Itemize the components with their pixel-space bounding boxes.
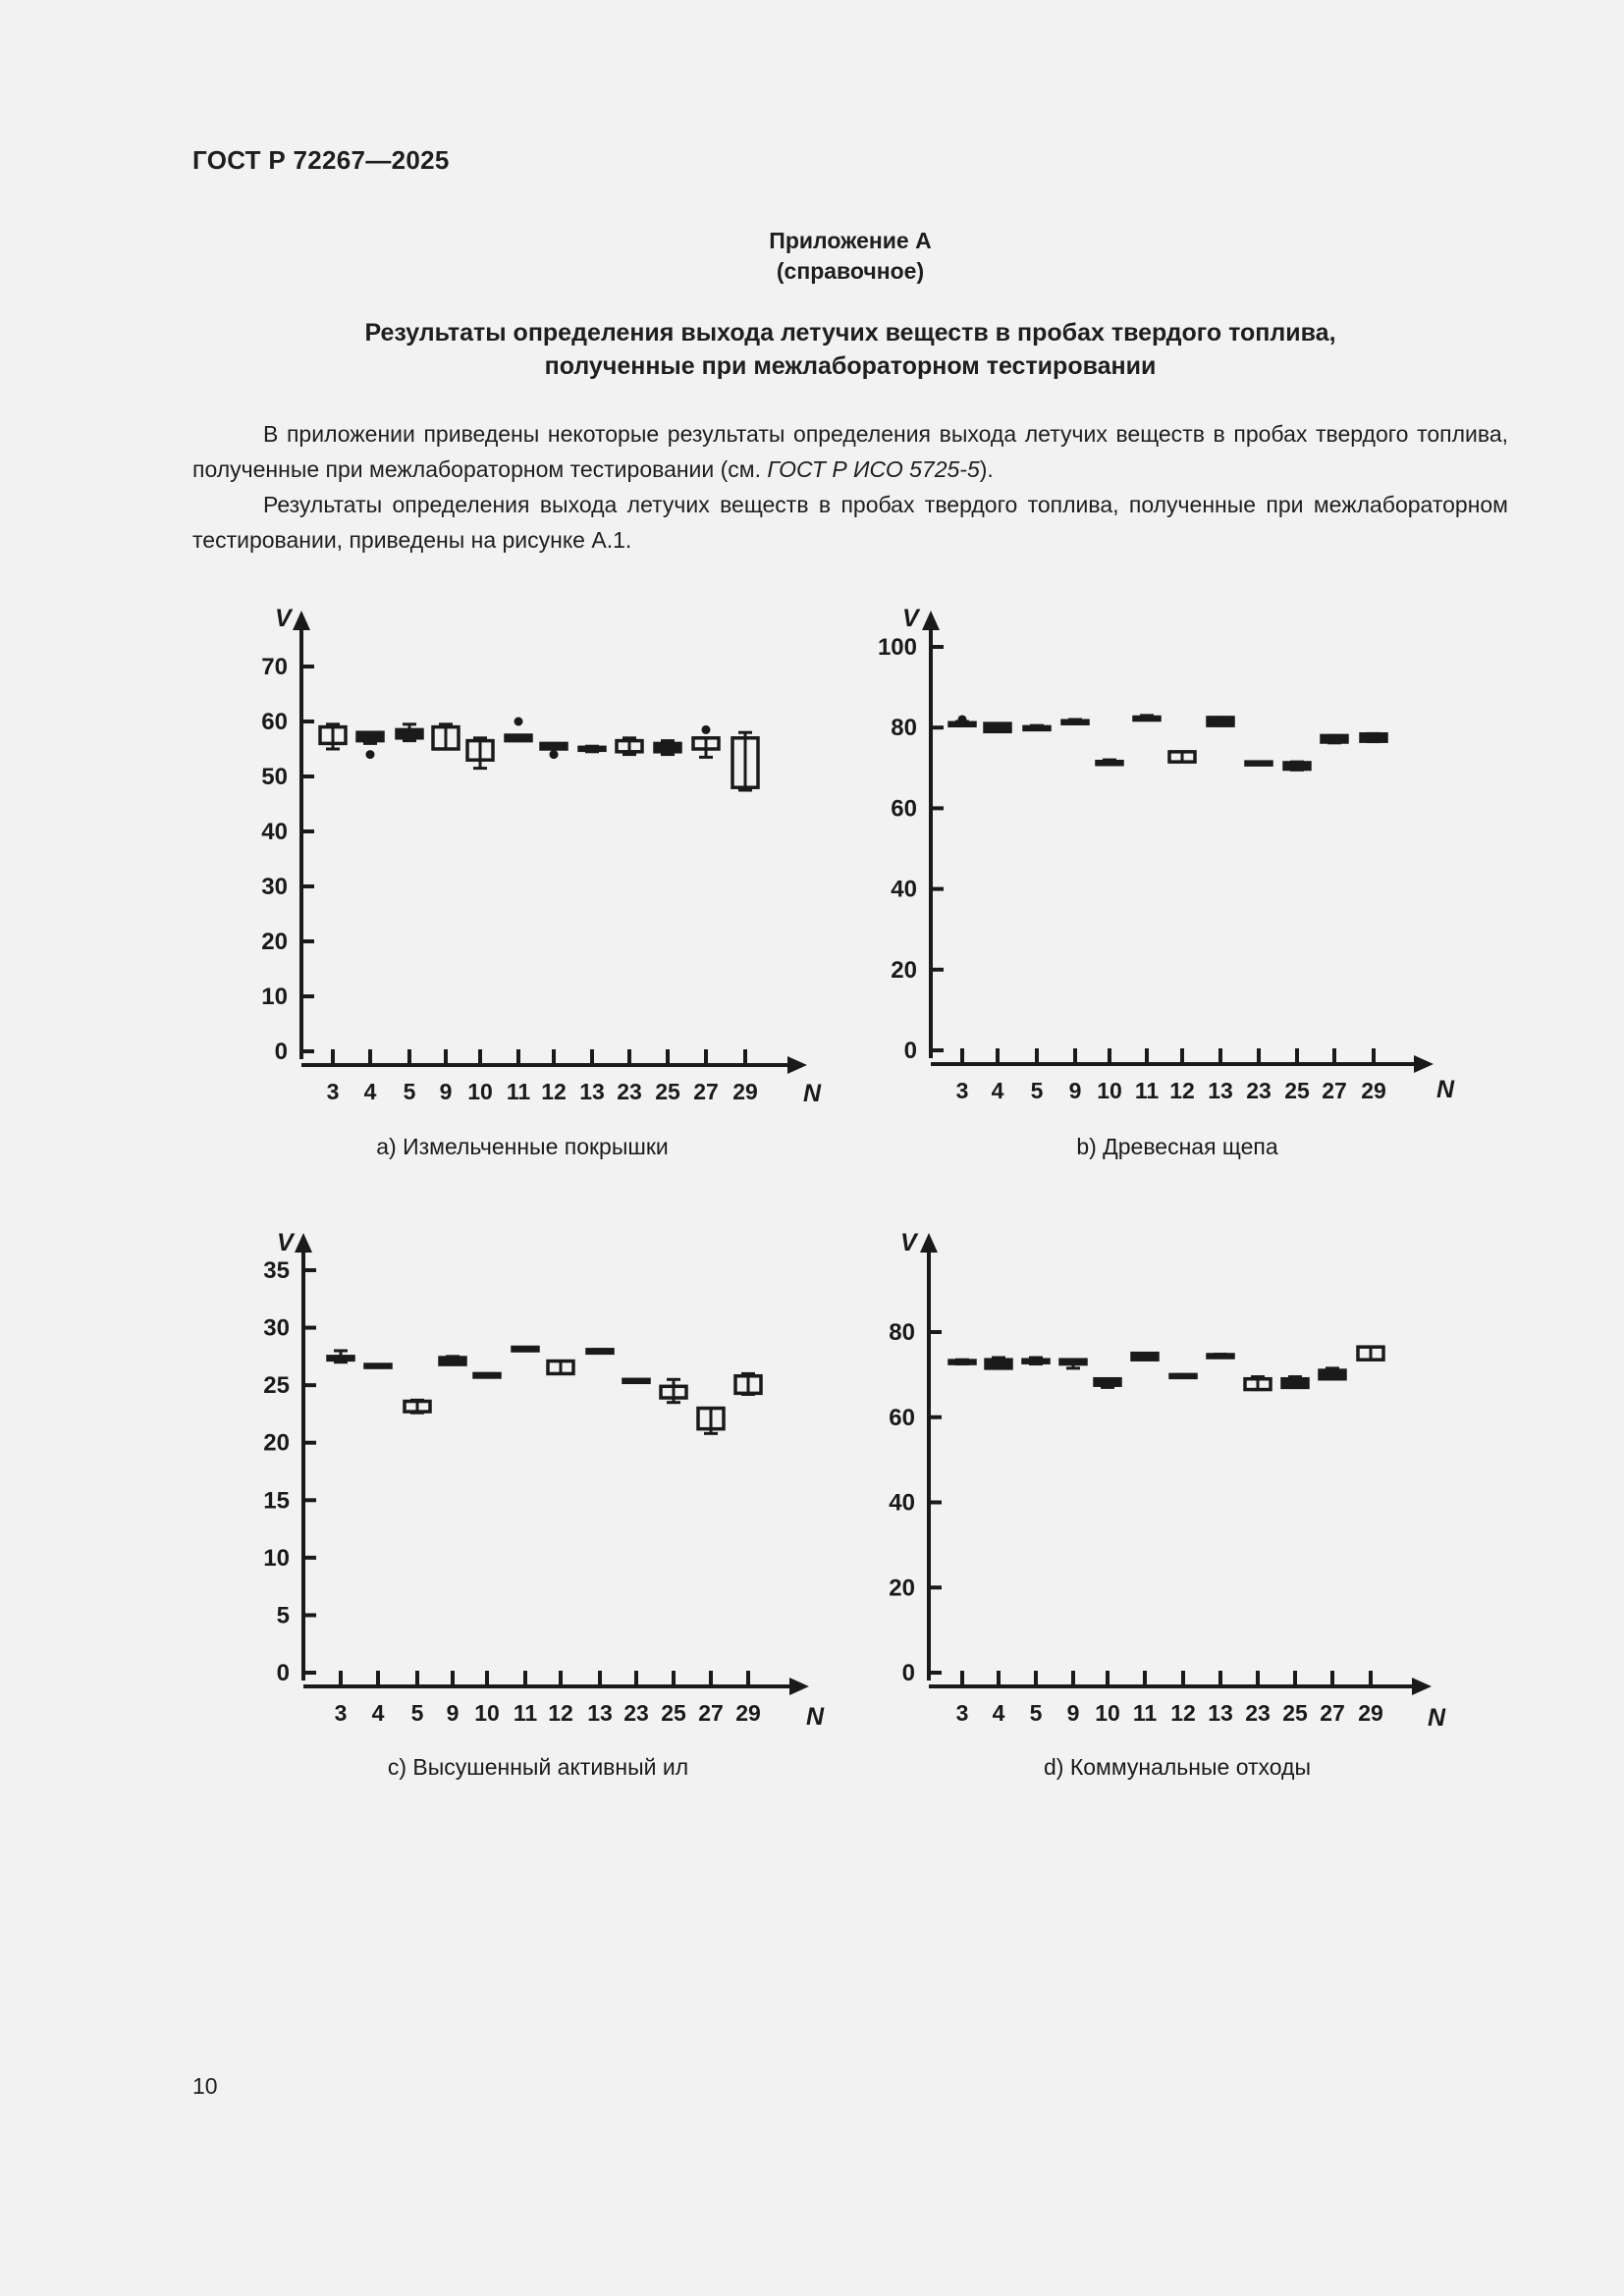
x-tick-label: 27 xyxy=(698,1700,724,1726)
figure-reference-paragraph: Результаты определения выхода летучих веществ в пробах твердого топлива, полученные при межлабораторном тестировании, приведены на рисунке А.1. xyxy=(192,492,1508,553)
y-tick-label: 50 xyxy=(261,764,288,790)
box-category-27 xyxy=(1322,735,1347,742)
y-tick-label: 60 xyxy=(891,795,917,823)
y-axis-arrow xyxy=(293,611,310,630)
y-axis-arrow xyxy=(920,1233,938,1253)
y-tick-label: 10 xyxy=(263,1544,290,1572)
x-tick-label: 10 xyxy=(1097,1078,1122,1103)
chart-panel-a xyxy=(293,611,807,1074)
x-tick-label: 13 xyxy=(579,1079,605,1104)
y-tick-label: 0 xyxy=(901,1660,915,1686)
x-tick-label: 11 xyxy=(1132,1700,1158,1726)
y-tick-label: 5 xyxy=(276,1602,290,1629)
x-tick-label: 27 xyxy=(1322,1078,1347,1103)
x-tick-label: 23 xyxy=(1245,1700,1271,1726)
y-tick-label: 40 xyxy=(891,876,917,903)
box-category-13 xyxy=(1208,1355,1233,1358)
x-axis-arrow xyxy=(1412,1678,1432,1695)
box-category-10 xyxy=(474,1373,500,1377)
x-tick-label: 25 xyxy=(1284,1078,1310,1103)
x-axis-label: N xyxy=(806,1703,825,1731)
x-axis-arrow xyxy=(789,1678,809,1695)
box-category-5 xyxy=(1024,726,1050,729)
x-tick-label: 9 xyxy=(1066,1700,1080,1726)
x-tick-label: 5 xyxy=(403,1079,416,1104)
chart-caption: a) Измельченные покрышки xyxy=(376,1134,669,1159)
x-tick-label: 5 xyxy=(1030,1078,1044,1103)
outlier-point xyxy=(958,715,967,723)
box-category-13 xyxy=(1208,718,1233,725)
x-tick-label: 3 xyxy=(326,1079,340,1104)
x-tick-label: 9 xyxy=(446,1700,460,1726)
box-category-4 xyxy=(985,723,1010,731)
y-axis-arrow xyxy=(922,611,940,630)
x-tick-label: 25 xyxy=(1282,1700,1308,1726)
y-tick-label: 35 xyxy=(263,1257,290,1284)
chart-panel-c xyxy=(295,1233,809,1695)
y-tick-label: 20 xyxy=(261,929,288,955)
y-tick-label: 100 xyxy=(877,634,917,661)
chart-caption: d) Коммунальные отходы xyxy=(1043,1754,1312,1780)
y-tick-label: 80 xyxy=(891,715,917,742)
box-category-12 xyxy=(1170,1374,1196,1377)
y-tick-label: 25 xyxy=(263,1372,290,1400)
x-tick-label: 13 xyxy=(1208,1700,1233,1726)
y-tick-label: 0 xyxy=(276,1660,290,1686)
box-category-4 xyxy=(365,1364,391,1367)
y-tick-label: 30 xyxy=(261,874,288,900)
box-category-9 xyxy=(1062,721,1088,723)
y-tick-label: 40 xyxy=(261,819,288,845)
x-tick-label: 3 xyxy=(955,1700,969,1726)
box-category-27 xyxy=(1320,1370,1345,1379)
x-axis-arrow xyxy=(787,1056,807,1074)
box-category-23 xyxy=(1246,762,1272,765)
x-tick-label: 25 xyxy=(661,1700,686,1726)
box-category-25 xyxy=(655,743,680,751)
box-category-25 xyxy=(1284,763,1310,770)
chart-panel-b xyxy=(922,611,1434,1073)
y-tick-label: 70 xyxy=(261,654,288,680)
x-tick-label: 4 xyxy=(991,1078,1004,1103)
annex-subtitle: (справочное) xyxy=(776,258,925,284)
intro-text-end: ). xyxy=(979,456,994,482)
standard-reference: ГОСТ Р ИСО 5725-5 xyxy=(767,456,980,482)
y-tick-label: 20 xyxy=(263,1429,290,1457)
x-tick-label: 23 xyxy=(623,1700,649,1726)
x-tick-label: 11 xyxy=(1134,1078,1160,1103)
y-tick-label: 0 xyxy=(274,1039,288,1065)
box-category-11 xyxy=(1134,718,1160,721)
box-category-11 xyxy=(1132,1354,1158,1361)
box-category-29 xyxy=(1361,734,1386,741)
x-tick-label: 23 xyxy=(617,1079,642,1104)
x-tick-label: 4 xyxy=(371,1700,385,1726)
box-category-23 xyxy=(623,1379,649,1382)
chart-caption: b) Древесная щепа xyxy=(1076,1134,1278,1159)
x-tick-label: 4 xyxy=(992,1700,1005,1726)
x-tick-label: 10 xyxy=(1095,1700,1120,1726)
x-tick-label: 5 xyxy=(410,1700,424,1726)
x-tick-label: 4 xyxy=(363,1079,377,1104)
x-tick-label: 29 xyxy=(1358,1700,1383,1726)
box-category-3 xyxy=(949,1361,975,1363)
x-axis-arrow xyxy=(1414,1055,1434,1073)
results-title-line-1: Результаты определения выхода летучих веществ в пробах твердого топлива, xyxy=(364,319,1336,347)
box-category-9 xyxy=(440,1358,465,1364)
y-axis-arrow xyxy=(295,1233,312,1253)
x-axis-label: N xyxy=(1428,1704,1446,1732)
y-tick-label: 80 xyxy=(889,1319,915,1346)
x-tick-label: 29 xyxy=(732,1079,758,1104)
box-category-4 xyxy=(986,1360,1011,1368)
x-tick-label: 3 xyxy=(955,1078,969,1103)
box-category-5 xyxy=(1023,1360,1049,1362)
x-tick-label: 9 xyxy=(439,1079,453,1104)
y-tick-label: 0 xyxy=(903,1038,917,1064)
outlier-point xyxy=(514,718,523,726)
y-tick-label: 20 xyxy=(889,1575,915,1602)
annex-title: Приложение А xyxy=(769,228,932,253)
x-tick-label: 10 xyxy=(467,1079,493,1104)
x-tick-label: 11 xyxy=(513,1700,538,1726)
box-category-11 xyxy=(513,1347,538,1351)
outlier-point xyxy=(702,725,711,734)
box-category-3 xyxy=(328,1357,353,1361)
x-tick-label: 12 xyxy=(541,1079,567,1104)
chart-caption: c) Высушенный активный ил xyxy=(387,1754,689,1780)
box-category-11 xyxy=(506,735,531,741)
x-tick-label: 27 xyxy=(1320,1700,1345,1726)
x-tick-label: 12 xyxy=(548,1700,573,1726)
y-axis-label: V xyxy=(900,1229,917,1256)
y-tick-label: 60 xyxy=(889,1404,915,1431)
x-tick-label: 11 xyxy=(506,1079,531,1104)
box-category-9 xyxy=(1060,1360,1086,1363)
y-tick-label: 20 xyxy=(891,956,917,984)
standard-header: ГОСТ Р 72267—2025 xyxy=(192,145,450,175)
intro-text-start: В приложении приведены некоторые результаты определения выхода летучих веществ в пробах твердого топлива, полученные при межлабораторном тестировании (см. xyxy=(192,421,1508,482)
y-tick-label: 60 xyxy=(261,709,288,735)
x-tick-label: 23 xyxy=(1246,1078,1272,1103)
x-tick-label: 12 xyxy=(1170,1700,1196,1726)
outlier-point xyxy=(366,750,375,759)
x-tick-label: 29 xyxy=(1361,1078,1386,1103)
page-number: 10 xyxy=(192,2073,218,2099)
x-tick-label: 27 xyxy=(693,1079,719,1104)
box-category-12 xyxy=(541,743,567,749)
x-tick-label: 29 xyxy=(735,1700,761,1726)
y-tick-label: 10 xyxy=(261,984,288,1010)
x-tick-label: 3 xyxy=(334,1700,348,1726)
y-axis-label: V xyxy=(275,605,292,632)
y-tick-label: 30 xyxy=(263,1314,290,1342)
box-category-13 xyxy=(587,1350,613,1354)
box-category-5 xyxy=(397,729,422,737)
outlier-point xyxy=(550,750,559,759)
y-tick-label: 15 xyxy=(263,1487,290,1515)
x-tick-label: 25 xyxy=(655,1079,680,1104)
x-tick-label: 13 xyxy=(1208,1078,1233,1103)
x-tick-label: 5 xyxy=(1029,1700,1043,1726)
box-category-10 xyxy=(1097,762,1122,765)
x-axis-label: N xyxy=(1436,1076,1455,1103)
x-tick-label: 9 xyxy=(1068,1078,1082,1103)
y-tick-label: 40 xyxy=(889,1489,915,1517)
x-axis-label: N xyxy=(803,1080,822,1107)
box-category-25 xyxy=(1282,1379,1308,1388)
chart-panel-d xyxy=(920,1233,1432,1695)
results-title-line-2: полученные при межлабораторном тестировании xyxy=(544,352,1157,380)
y-axis-label: V xyxy=(902,605,919,632)
box-category-10 xyxy=(1095,1379,1120,1386)
x-tick-label: 13 xyxy=(587,1700,613,1726)
x-tick-label: 12 xyxy=(1169,1078,1195,1103)
box-category-4 xyxy=(357,732,383,740)
y-axis-label: V xyxy=(277,1229,294,1256)
box-category-13 xyxy=(579,747,605,750)
x-tick-label: 10 xyxy=(474,1700,500,1726)
